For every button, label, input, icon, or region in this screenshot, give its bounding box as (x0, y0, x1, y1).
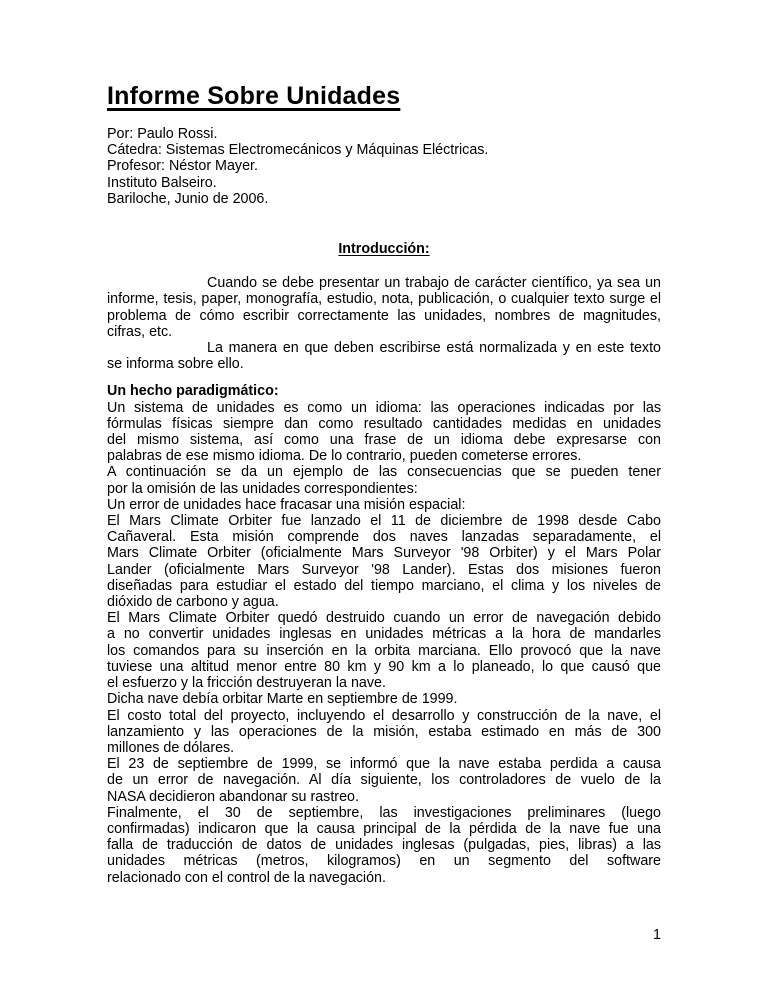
profesor-line: Profesor: Néstor Mayer. (107, 158, 258, 175)
text-line: palabras de ese mismo idioma. De lo contrario, pueden cometerse errores. (107, 448, 582, 465)
paragraph-destroyed (107, 610, 661, 691)
text-line: relacionado con el control de la navegación. (107, 869, 386, 886)
text-line: de un error de navegación. Al día siguiente, los controladores de vuelo de la (107, 772, 661, 789)
text-line: confirmadas) indicaron que la causa principal de la pérdida de la nave fue una (107, 820, 661, 837)
text-line: Cañaveral. Esta misión comprende dos naves lanzadas separadamente, el (107, 529, 661, 546)
paragraph-orbit-date (107, 691, 661, 707)
text-line: Un sistema de unidades es como un idioma: las operaciones indicadas por las (107, 399, 661, 416)
author-block (107, 126, 661, 207)
text-line: tuviese una altitud menor entre 80 km y 90 km a lo planeado, lo que causó que (107, 658, 661, 675)
text-line: cifras, etc. (107, 323, 173, 340)
document-title: Informe Sobre Unidades (107, 82, 401, 110)
text-line: el esfuerzo y la fricción destruyeran la nave. (107, 675, 386, 692)
byline: Por: Paulo Rossi. (107, 126, 218, 142)
text-line: por la omisión de las unidades correspondientes: (107, 480, 418, 497)
text-line: NASA decidieron abandonar su rastreo. (107, 788, 359, 805)
paragraph-intro-1 (107, 275, 661, 340)
paragraph-error-intro (107, 497, 661, 513)
paragraph-final (107, 805, 661, 886)
text-line: A continuación se da un ejemplo de las consecuencias que se pueden tener (107, 464, 661, 481)
text-line: Cuando se debe presentar un trabajo de carácter científico, ya sea un (207, 275, 661, 292)
paragraph-cost (107, 708, 661, 757)
text-line: lanzamiento y las operaciones de la misión, estaba estimado en más de 300 (107, 723, 661, 740)
text-line: millones de dólares. (107, 739, 235, 756)
date-line: Bariloche, Junio de 2006. (107, 190, 269, 207)
text-line: falla de traducción de datos de unidades inglesas (pulgadas, pies, libras) a las (107, 837, 661, 854)
text-line: El costo total del proyecto, incluyendo el desarrollo y construcción de la nave, el (107, 707, 661, 724)
page-number: 1 (653, 927, 661, 943)
text-line: se informa sobre ello. (107, 356, 244, 373)
paragraph-launch (107, 513, 661, 610)
text-line: problema de cómo escribir correctamente las unidades, nombres de magnitudes, (107, 307, 661, 324)
paragraph-lost (107, 756, 661, 805)
paragraph-intro-2 (107, 340, 661, 372)
text-line: El Mars Climate Orbiter fue lanzado el 11 de diciembre de 1998 desde Cabo (107, 513, 661, 530)
catedra-line: Cátedra: Sistemas Electromecánicos y Máquinas Eléctricas. (107, 142, 489, 159)
text-line: Lander (oficialmente Mars Surveyor '98 Lander). Estas dos misiones fueron (107, 561, 661, 578)
text-line: El 23 de septiembre de 1999, se informó que la nave estaba perdida a causa (107, 756, 661, 773)
document-body (107, 275, 661, 886)
text-line: El Mars Climate Orbiter quedó destruido cuando un error de navegación debido (107, 610, 661, 627)
section-heading-introduccion: Introducción: (338, 241, 430, 258)
text-line: fórmulas físicas siempre dan como resultado cantidades medidas en unidades (107, 415, 661, 432)
section-heading-paradigmatico: Un hecho paradigmático: (107, 383, 279, 400)
text-line: diseñadas para estudiar el estado del tiempo marciano, el clima y los niveles de (107, 577, 661, 594)
text-line: dióxido de carbono y agua. (107, 594, 279, 611)
text-line: informe, tesis, paper, monografía, estudio, nota, publicación, o cualquier texto surge el (107, 291, 661, 308)
text-line: Un error de unidades hace fracasar una misión espacial: (107, 496, 466, 513)
text-line: Mars Climate Orbiter (oficialmente Mars Surveyor '98 Orbiter) y el Mars Polar (107, 545, 661, 562)
text-line: Dicha nave debía orbitar Marte en septiembre de 1999. (107, 691, 458, 708)
text-line: a no convertir unidades inglesas en unidades métricas a la hora de mandarles (107, 626, 661, 643)
paragraph-idiom (107, 400, 661, 465)
text-line: La manera en que deben escribirse está normalizada y en este texto (207, 340, 661, 357)
text-line: unidades métricas (metros, kilogramos) en un segmento del software (107, 853, 661, 870)
text-line: del mismo sistema, así como una frase de un idioma debe expresarse con (107, 432, 661, 449)
text-line: Finalmente, el 30 de septiembre, las investigaciones preliminares (luego (107, 804, 661, 821)
paragraph-continuation (107, 464, 661, 496)
text-line: los comandos para su inserción en la orbita marciana. Ello provocó que la nave (107, 642, 661, 659)
instituto-line: Instituto Balseiro. (107, 174, 217, 191)
